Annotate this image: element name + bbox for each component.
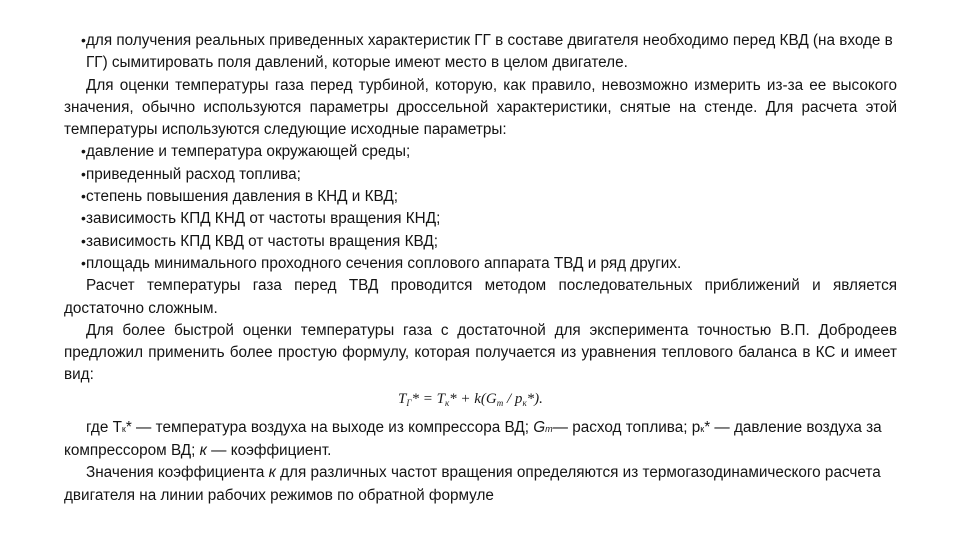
paragraph-coefficient: Значения коэффициента к для различных частот вращения определяются из термогазодинамического расчета двигателя на линии рабочих режимов по обратной формуле xyxy=(64,464,881,504)
bullet-item: • зависимость КПД КВД от частоты вращения КВД; xyxy=(64,231,897,253)
paragraph-where: где Тк* — температура воздуха на выходе из компрессора ВД; Gт— расход топлива; рк* — давление воздуха за компрессором ВД; к — коэффициент. xyxy=(64,418,882,460)
bullet-item: • приведенный расход топлива; xyxy=(64,164,897,186)
formula xyxy=(64,387,897,417)
bullet-item: • для получения реальных приведенных характеристик ГГ в составе двигателя необходимо перед КВД (на входе в ГГ) сымитировать поля давлений, которые имеют место в целом двигателе. xyxy=(64,30,897,75)
document-body xyxy=(64,30,897,507)
bullet-item: • зависимость КПД КНД от частоты вращения КНД; xyxy=(64,208,897,230)
bullet-item: • давление и температура окружающей среды; xyxy=(64,141,897,163)
paragraph-gas-temperature: Для оценки температуры газа перед турбиной, которую, как правило, невозможно измерить из-за ее высокого значения, обычно используются параметры дроссельной характеристики, снятые на стенде. Для расчета этой температуры используются следующие исходные параметры: xyxy=(64,76,897,139)
paragraph-calculation-method: Расчет температуры газа перед ТВД проводится методом последовательных приближений и является достаточно сложным. xyxy=(64,277,897,317)
paragraph-dobrodeev-formula: Для более быстрой оценки температуры газа с достаточной для эксперимента точностью В.П. Добродеев предложил применить более простую формулу, которая получается из уравнения теплового баланса в КС и имеет вид: xyxy=(64,321,897,384)
bullet-item: • площадь минимального проходного сечения соплового аппарата ТВД и ряд других. xyxy=(64,253,897,275)
formula-expression: $T_Г* = T_к* + k(G_т / p_к*)$. xyxy=(398,390,543,408)
bullet-item: • степень повышения давления в КНД и КВД; xyxy=(64,186,897,208)
